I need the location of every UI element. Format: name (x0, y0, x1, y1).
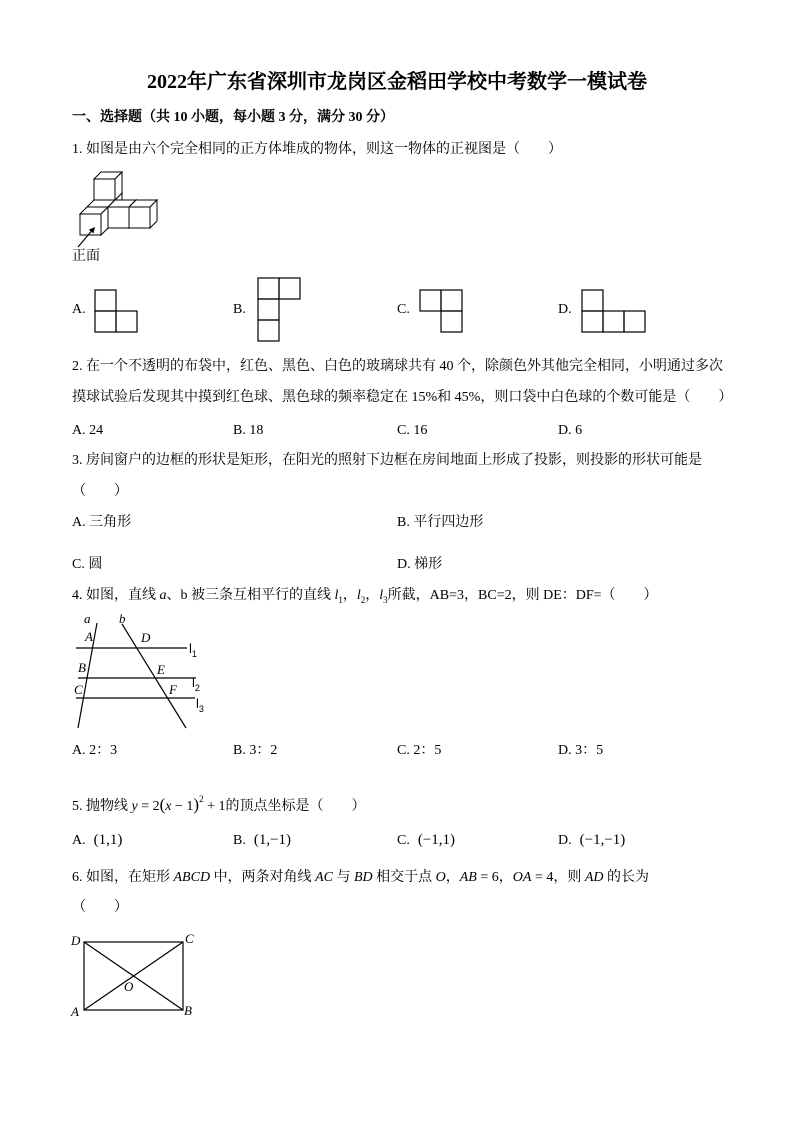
subscript: 2 (360, 595, 366, 605)
subscript: 3 (198, 704, 204, 714)
view-square (582, 290, 603, 311)
text-run: − 1 (171, 799, 194, 814)
point-d-label: D (141, 630, 151, 645)
view-square (582, 311, 603, 332)
view-square (258, 299, 279, 320)
q4-option-d: D. 3：5 (558, 743, 604, 758)
q6-rectangle-figure (84, 942, 183, 1010)
text-run: = 2 (137, 799, 160, 814)
exam-title: 2022年广东省深圳市龙岗区金稻田学校中考数学一模试卷 (147, 71, 647, 93)
text-run: 相交于点 (372, 870, 436, 885)
point-a-label: A (85, 629, 93, 644)
math-parenthesis: ) (193, 795, 200, 814)
q2-option-b: B. 18 (233, 423, 264, 438)
q1-option-d-figure (582, 290, 645, 332)
question-2-stem-line-2: 摸球试验后发现其中摸到红色球、黑色球的频率稳定在 15%和 45%，则口袋中白色球的个数可能是（ ） (72, 390, 733, 405)
math-variable: AD (584, 870, 604, 885)
option-value: (1,1) (93, 832, 123, 848)
q4-option-a: A. 2：3 (72, 743, 118, 758)
q3-option-b: B. 平行四边形 (397, 515, 484, 530)
text-run: + 1 (203, 799, 226, 814)
option-label: D. (558, 833, 572, 848)
cube-front-face (129, 207, 150, 228)
subscript: 1 (191, 649, 197, 659)
subscript: 2 (194, 683, 200, 693)
question-4-stem (72, 586, 658, 610)
q4-option-b: B. 3：2 (233, 743, 278, 758)
math-variable: y (131, 799, 138, 814)
q3-option-d: D. 梯形 (397, 557, 443, 572)
rect-point-c-label: C (185, 931, 194, 946)
option-label: A. (72, 833, 86, 848)
math-variable: l (379, 588, 384, 603)
option-value: (1,−1) (253, 832, 292, 848)
q2-option-a: A. 24 (72, 423, 104, 438)
superscript: 2 (199, 794, 204, 804)
view-square (279, 278, 300, 299)
text-run: l (196, 696, 199, 711)
view-square (441, 311, 462, 332)
text-run: 所截，AB=3，BC=2，则 DE：DF=（ ） (387, 588, 658, 603)
question-3-stem-line-1: 3. 房间窗户的边框的形状是矩形，在阳光的照射下边框在房间地面上形成了投影，则投影的形状可能是 (72, 453, 702, 468)
q1-option-a-figure (95, 290, 137, 332)
q1-cube-stack-figure (80, 172, 157, 235)
q2-option-d: D. 6 (558, 423, 583, 438)
option-value: (−1,−1) (579, 832, 626, 848)
q1-option-c-figure (420, 290, 462, 332)
math-variable: a (159, 588, 167, 603)
text-run: 5. 抛物线 (72, 799, 132, 814)
text-run: = 6， (476, 870, 513, 885)
math-variable: AC (315, 870, 333, 885)
q5-option-d (558, 830, 625, 851)
q2-option-c: C. 16 (397, 423, 428, 438)
view-square (258, 278, 279, 299)
text-run: 与 (332, 870, 354, 885)
option-value: (−1,1) (417, 832, 456, 848)
q4-option-c: C. 2：5 (397, 743, 442, 758)
rect-center-o-label: O (124, 979, 134, 994)
question-2-stem-line-1: 2. 在一个不透明的布袋中，红色、黑色、白色的玻璃球共有 40 个，除颜色外其他完全相同，小明通过多次 (72, 359, 723, 374)
question-1-stem: 1. 如图是由六个完全相同的正方体堆成的物体，则这一物体的正视图是（ ） (72, 142, 562, 157)
math-variable: ABCD (173, 870, 211, 885)
view-square (420, 290, 441, 311)
subscript: 3 (383, 595, 388, 605)
view-square (95, 290, 116, 311)
point-c-label: C (74, 682, 83, 697)
text-run: 的顶点坐标是（ ） (225, 799, 366, 814)
view-square (624, 311, 645, 332)
cube-front-face (108, 207, 129, 228)
option-label: C. (397, 833, 410, 848)
rect-point-a-label: A (71, 1004, 79, 1019)
cube-front-face (94, 179, 115, 200)
view-square (95, 311, 116, 332)
math-parenthesis: ( (159, 795, 166, 814)
q1-option-b-label: B. (233, 302, 246, 317)
q1-option-b-figure (258, 278, 300, 341)
rect-point-d-label: D (71, 933, 81, 948)
text-run: l (192, 675, 195, 690)
text-run: 中，两条对角线 (210, 870, 316, 885)
q1-option-d-label: D. (558, 302, 572, 317)
line-b-label: b (119, 611, 126, 626)
text-run: = 4，则 (531, 870, 585, 885)
front-view-label: 正面 (72, 249, 100, 264)
rect-point-b-label: B (184, 1003, 192, 1018)
q5-option-b (233, 830, 291, 851)
math-variable: O (435, 870, 446, 885)
math-variable: x (165, 799, 172, 814)
q5-option-a (72, 830, 122, 851)
view-square (603, 311, 624, 332)
text-run: ， (445, 870, 460, 885)
q3-option-c: C. 圆 (72, 557, 103, 572)
point-f-label: F (169, 682, 177, 697)
line-l2-label (192, 676, 200, 695)
q1-option-a-label: A. (72, 302, 86, 317)
option-label: B. (233, 833, 246, 848)
line-b (122, 624, 186, 728)
q4-parallel-lines-figure (76, 623, 196, 728)
text-run: 6. 如图，在矩形 (72, 870, 174, 885)
line-l1-label (189, 642, 197, 661)
text-run: l (189, 641, 192, 656)
view-square (441, 290, 462, 311)
cube (94, 172, 122, 200)
point-e-label: E (157, 662, 165, 677)
point-b-label: B (78, 660, 86, 675)
question-6-stem-line-1 (72, 868, 649, 888)
text-run: 、b 被三条互相平行的直线 (166, 588, 335, 603)
line-l3-label (196, 697, 204, 716)
question-6-stem-line-2: （ ） (72, 900, 128, 915)
question-5-stem (72, 789, 366, 817)
text-run: ， (365, 588, 380, 603)
line-a-label: a (84, 611, 91, 626)
q3-option-a: A. 三角形 (72, 515, 132, 530)
q5-option-c (397, 830, 455, 851)
text-run: 的长为 (603, 870, 650, 885)
subscript: 1 (338, 595, 343, 605)
section-heading: 一、选择题（共 10 小题，每小题 3 分，满分 30 分） (72, 110, 394, 125)
text-run: ， (342, 588, 357, 603)
view-square (116, 311, 137, 332)
view-square (258, 320, 279, 341)
cube (129, 200, 157, 228)
q1-option-c-label: C. (397, 302, 410, 317)
question-3-stem-line-2: （ ） (72, 484, 128, 499)
text-run: 4. 如图，直线 (72, 588, 160, 603)
math-variable: l (334, 588, 339, 603)
math-variable: l (356, 588, 361, 603)
math-variable: BD (353, 870, 373, 885)
math-variable: OA (512, 870, 532, 885)
math-variable: AB (459, 870, 477, 885)
